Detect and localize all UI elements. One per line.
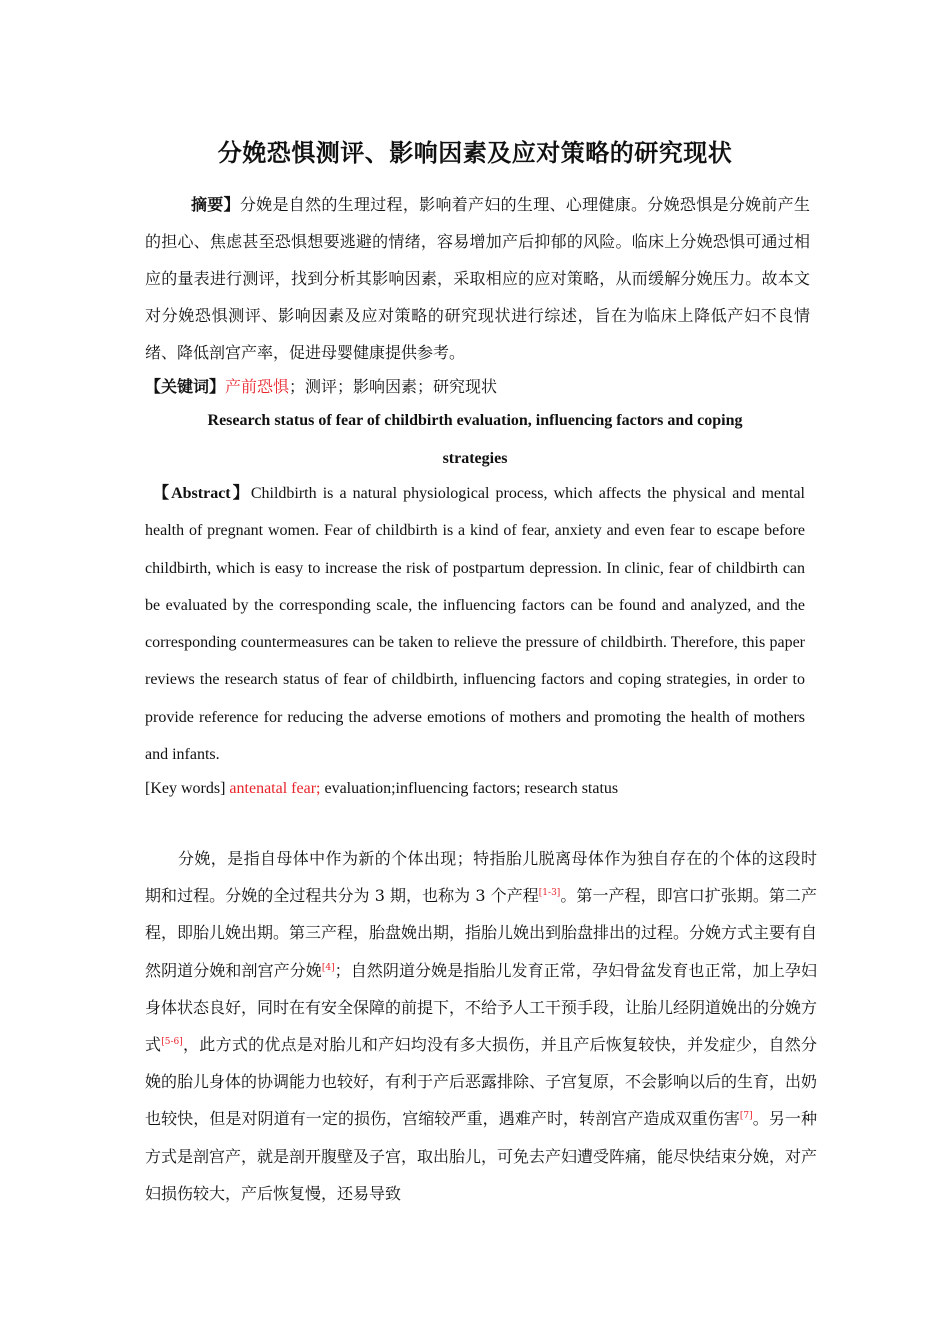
english-title-line2: strategies <box>442 450 508 467</box>
citation-ref: [7] <box>739 1111 753 1122</box>
body-paragraph <box>145 840 817 1212</box>
english-title <box>145 402 805 478</box>
body-text-e: 。另一种方式是剖宫产，就是剖开腹壁及子宫，取出胎儿，可免去产妇遭受阵痛，能尽快结束分娩，对产妇损伤较大，产后恢复慢，还易导致 <box>145 1109 818 1203</box>
abstract-cn-text: 分娩是自然的生理过程，影响着产妇的生理、心理健康。分娩恐惧是分娩前产生的担心、焦虑甚至恐惧想要逃避的情绪，容易增加产后抑郁的风险。临床上分娩恐惧可通过相应的量表进行测评，找到分析其影响因素，采取相应的应对策略，从而缓解分娩压力。故本文对分娩恐惧测评、影响因素及应对策略的研究现状进行综述，旨在为临床上降低产妇不良情绪、降低剖宫产率，促进母婴健康提供参考。 <box>145 195 810 362</box>
abstract-en-text: Childbirth is a natural physiological process, which affects the physical and mental health of pregnant women. Fear of childbirth is a kind of fear, anxiety and even fear to escape before childbirth, which is easy to increase the risk of postpartum depression. In clinic, fear of childbirth can be evaluated by the corresponding scale, the influencing factors can be found and analyzed, and the corresponding countermeasures can be taken to relieve the pressure of childbirth. Therefore, this paper reviews the research status of fear of childbirth, influencing factors and coping strategies, in order to provide reference for reducing the adverse emotions of mothers and promoting the health of mothers and infants. <box>145 485 805 764</box>
abstract-en <box>145 475 805 773</box>
keywords-en-rest: evaluation;influencing factors; research status <box>320 780 619 797</box>
keywords-en <box>145 779 618 799</box>
body-text-b: 。第一产程，即宫口扩张期。第二产程，即胎儿娩出期。第三产程，胎盘娩出期，指胎儿娩出到胎盘排出的过程。分娩方式主要有自然阴道分娩和剖宫产分娩 <box>145 886 818 980</box>
body-text-c: ；自然阴道分娩是指胎儿发育正常，孕妇骨盆发育也正常，加上孕妇身体状态良好，同时在有安全保障的前提下，不给予人工干预手段，让胎儿经阴道娩出的分娩方式 <box>145 960 818 1055</box>
english-title-line1: Research status of fear of childbirth evaluation, influencing factors and coping <box>207 412 743 429</box>
citation-ref: [1-3] <box>538 888 561 899</box>
paper-title: 分娩恐惧测评、影响因素及应对策略的研究现状 <box>217 138 733 167</box>
body-text-d: ，此方式的优点是对胎儿和产妇均没有多大损伤，并且产后恢复较快，并发症少，自然分娩的胎儿身体的协调能力也较好，有利于产后恶露排除、子宫复原，不会影响以后的生育，出奶也较快，但是对阴道有一定的损伤，宫缩较严重，遇难产时，转剖宫产造成双重伤害 <box>145 1035 818 1129</box>
body-text-a: 分娩，是指自母体中作为新的个体出现；特指胎儿脱离母体作为独自存在的个体的这段时期和过程。分娩的全过程共分为 3 期，也称为 3 个产程 <box>145 849 817 906</box>
abstract-cn-label: 摘要】 <box>191 195 240 214</box>
keywords-cn-highlight: 产前恐惧 <box>225 377 290 396</box>
keywords-en-label: [Key words] <box>145 780 230 797</box>
abstract-cn <box>145 186 810 371</box>
keywords-cn-label: 【关键词】 <box>145 377 226 396</box>
citation-ref: [4] <box>321 962 335 973</box>
keywords-cn <box>145 377 497 397</box>
citation-ref: [5-6] <box>161 1037 183 1048</box>
abstract-en-label: 【Abstract】 <box>153 485 251 502</box>
keywords-en-highlight: antenatal fear; <box>229 780 321 797</box>
keywords-cn-rest: ；测评；影响因素；研究现状 <box>289 377 498 396</box>
